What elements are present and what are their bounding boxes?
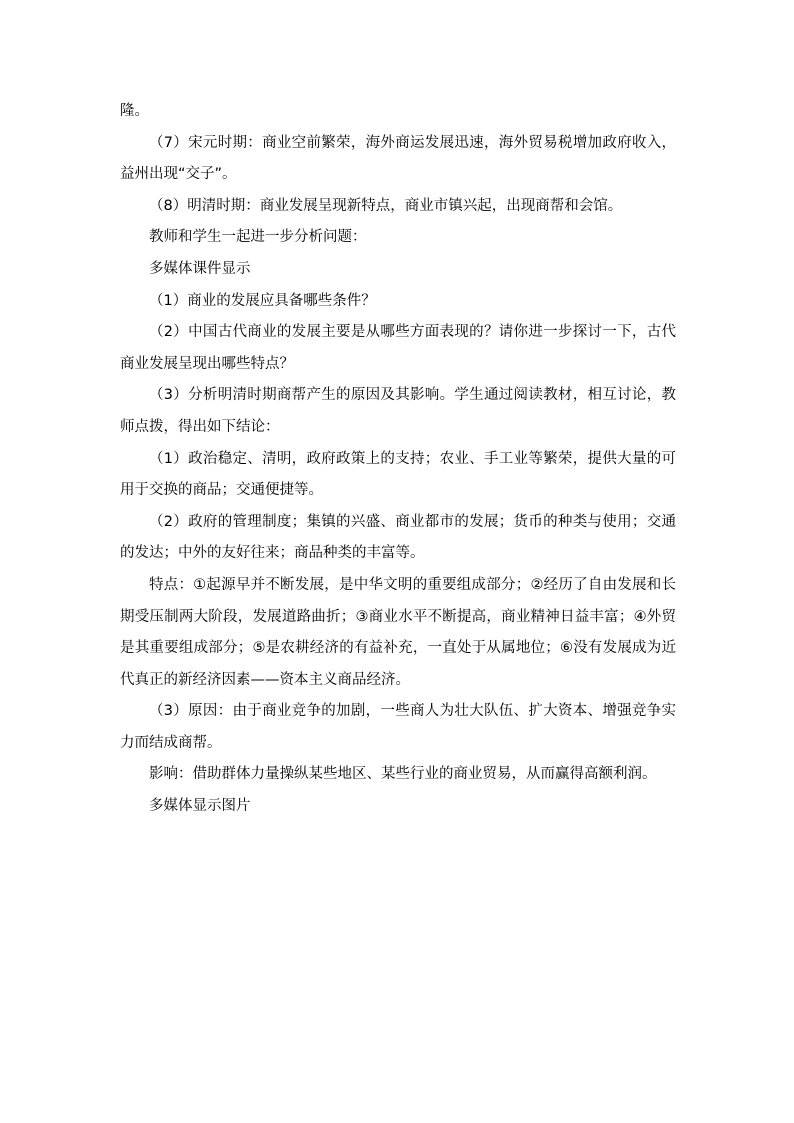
paragraph-continuation: 隆。 (120, 103, 149, 119)
answer-3-reason: （3）原因：由于商业竞争的加剧，一些商人为壮大队伍、扩大资本、增强竞争实力而结成商帮。 (120, 703, 676, 751)
question-3: （3）分析明清时期商帮产生的原因及其影响。学生通过阅读教材，相互讨论，教师点拨，得出如下结论： (120, 387, 676, 435)
question-2: （2）中国古代商业的发展主要是从哪些方面表现的？请你进一步探讨一下，古代商业发展呈现出哪些特点？ (120, 324, 676, 372)
answer-1: （1）政治稳定、清明，政府政策上的支持；农业、手工业等繁荣，提供大量的可用于交换的商品；交通便捷等。 (120, 450, 676, 499)
document-body (120, 96, 676, 823)
paragraph-analysis-intro: 教师和学生一起进一步分析问题： (149, 229, 367, 246)
paragraph-song-yuan: （7）宋元时期：商业空前繁荣，海外商运发展迅速，海外贸易税增加政府收入，益州出现“交子”。 (120, 134, 676, 183)
answer-3-influence: 影响：借助群体力量操纵某些地区、某些行业的商业贸易，从而赢得高额利润。 (149, 766, 657, 783)
paragraph-multimedia-courseware: 多媒体课件显示 (149, 260, 251, 277)
answer-2: （2）政府的管理制度；集镇的兴盛、商业都市的发展；货币的种类与使用；交通的发达；中外的友好往来；商品种类的丰富等。 (120, 513, 676, 562)
paragraph-ming-qing: （8）明清时期：商业发展呈现新特点，商业市镇兴起，出现商帮和会馆。 (149, 197, 623, 214)
paragraph-multimedia-images: 多媒体显示图片 (149, 798, 251, 815)
question-1: （1）商业的发展应具备哪些条件？ (149, 292, 376, 309)
answer-characteristics: 特点：①起源早并不断发展，是中华文明的重要组成部分；②经历了自由发展和长期受压制两大阶段，发展道路曲折；③商业水平不断提高，商业精神日益丰富；④外贸是其重要组成部分；⑤是农耕经济的有益补充，一直处于从属地位；⑥没有发展成为近代真正的新经济因素——资本主义商品经济。 (120, 576, 676, 688)
